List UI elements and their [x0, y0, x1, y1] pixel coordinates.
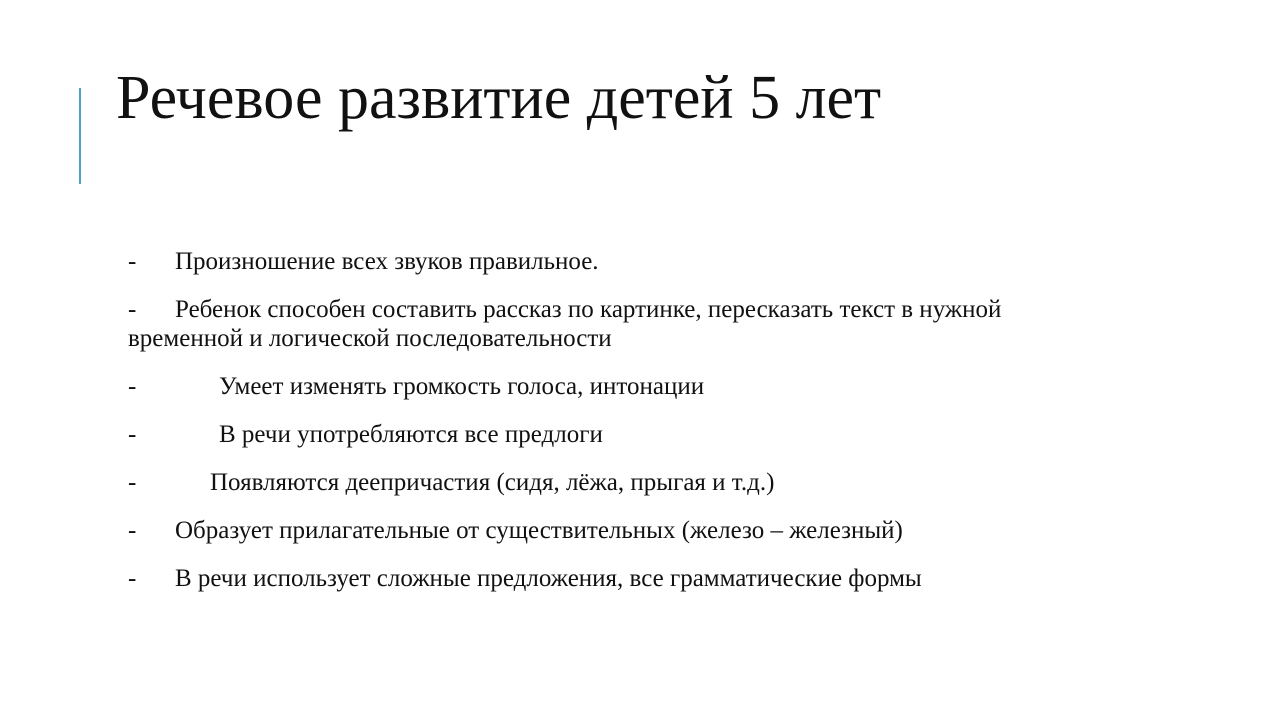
- bullet-marker: -: [128, 517, 137, 544]
- bullet-item: [128, 295, 1068, 353]
- bullet-text: В речи употребляются все предлоги: [219, 421, 603, 448]
- bullet-text: Образует прилагательные от существительных (железо – железный): [175, 517, 903, 544]
- bullet-list: [128, 247, 1068, 612]
- bullet-item: [128, 420, 1068, 449]
- bullet-item: [128, 468, 1068, 497]
- bullet-marker: -: [128, 565, 137, 592]
- bullet-text: Ребенок способен составить рассказ по картинке, пересказать текст в нужной временной и логической последовательности: [128, 296, 1002, 352]
- bullet-item: [128, 516, 1068, 545]
- slide-title: Речевое развитие детей 5 лет: [116, 64, 882, 132]
- bullet-marker: -: [128, 421, 137, 448]
- bullet-text: В речи использует сложные предложения, все грамматические формы: [175, 565, 922, 592]
- bullet-item: [128, 372, 1068, 401]
- bullet-marker: -: [128, 248, 137, 275]
- bullet-text: Умеет изменять громкость голоса, интонации: [219, 373, 705, 400]
- bullet-item: [128, 564, 1068, 593]
- bullet-marker: -: [128, 296, 137, 323]
- bullet-item: [128, 247, 1068, 276]
- bullet-text: Появляются деепричастия (сидя, лёжа, прыгая и т.д.): [210, 469, 775, 496]
- bullet-text: Произношение всех звуков правильное.: [175, 248, 599, 275]
- bullet-marker: -: [128, 469, 137, 496]
- bullet-marker: -: [128, 373, 137, 400]
- title-accent-bar: [79, 88, 81, 184]
